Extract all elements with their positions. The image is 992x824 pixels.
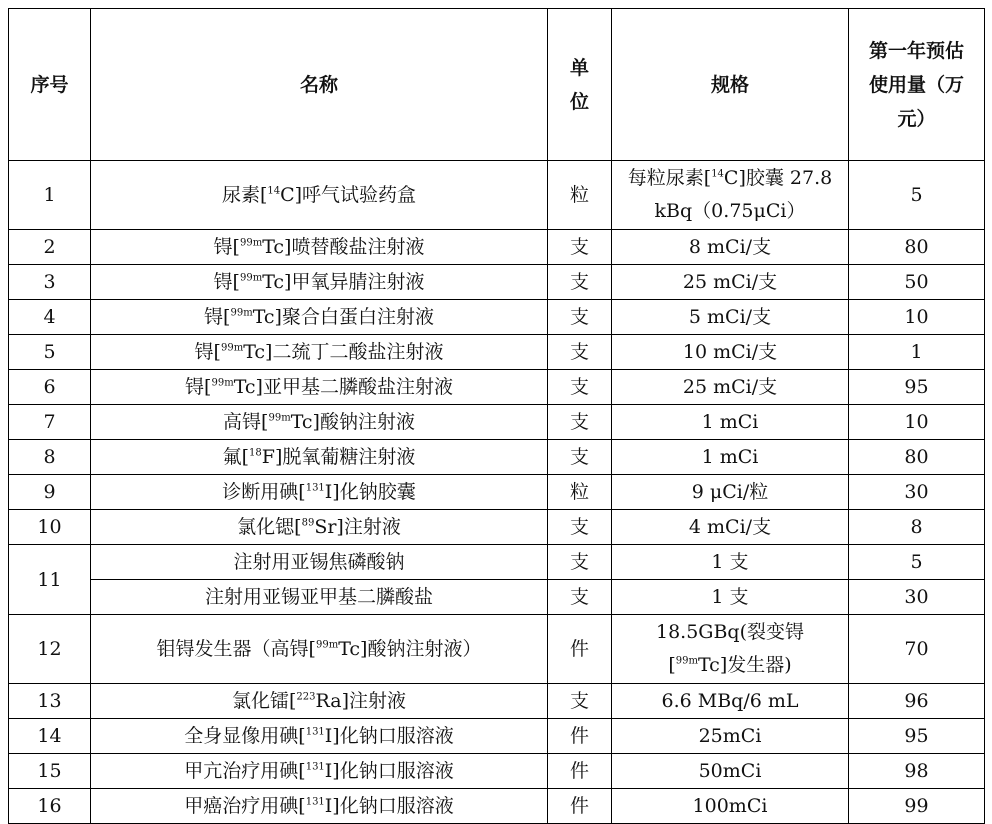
table-row [9, 754, 985, 789]
cell-spec: 6.6 MBq/6 mL [612, 684, 849, 719]
cell-name: 甲癌治疗用碘[$^{131}$I]化钠口服溶液 [91, 789, 548, 824]
table-row [9, 789, 985, 824]
cell-usage: 10 [849, 405, 985, 440]
table-row [9, 440, 985, 475]
cell-seq: 5 [9, 335, 91, 370]
cell-unit: 支 [548, 335, 612, 370]
cell-unit: 支 [548, 510, 612, 545]
table-row [9, 580, 985, 615]
cell-name: 氯化锶[$^{89}$Sr]注射液 [91, 510, 548, 545]
cell-spec: 10 mCi/支 [612, 335, 849, 370]
cell-name: 锝[$^{99m}$Tc]二巯丁二酸盐注射液 [91, 335, 548, 370]
cell-seq: 9 [9, 475, 91, 510]
cell-usage: 8 [849, 510, 985, 545]
header-spec: 规格 [612, 9, 849, 161]
cell-unit: 支 [548, 580, 612, 615]
cell-unit: 支 [548, 265, 612, 300]
cell-seq: 13 [9, 684, 91, 719]
cell-seq: 16 [9, 789, 91, 824]
table-row [9, 335, 985, 370]
table-row [9, 405, 985, 440]
cell-unit: 支 [548, 684, 612, 719]
table-row [9, 545, 985, 580]
cell-usage: 98 [849, 754, 985, 789]
cell-name: 锝[$^{99m}$Tc]亚甲基二膦酸盐注射液 [91, 370, 548, 405]
header-unit: 单位 [548, 9, 612, 161]
cell-spec: 18.5GBq(裂变锝 [$^{99m}$Tc]发生器) [612, 615, 849, 684]
cell-seq: 4 [9, 300, 91, 335]
cell-unit: 件 [548, 615, 612, 684]
cell-seq: 11 [9, 545, 91, 615]
table-row [9, 615, 985, 684]
cell-name: 诊断用碘[$^{131}$I]化钠胶囊 [91, 475, 548, 510]
cell-spec: 4 mCi/支 [612, 510, 849, 545]
cell-spec: 25mCi [612, 719, 849, 754]
cell-unit: 支 [548, 440, 612, 475]
cell-spec: 8 mCi/支 [612, 230, 849, 265]
cell-seq: 2 [9, 230, 91, 265]
cell-unit: 粒 [548, 475, 612, 510]
cell-unit: 件 [548, 719, 612, 754]
cell-usage: 95 [849, 719, 985, 754]
cell-name: 氟[$^{18}$F]脱氧葡糖注射液 [91, 440, 548, 475]
cell-usage: 30 [849, 475, 985, 510]
cell-usage: 96 [849, 684, 985, 719]
cell-seq: 1 [9, 161, 91, 230]
cell-usage: 1 [849, 335, 985, 370]
table-row [9, 300, 985, 335]
cell-seq: 15 [9, 754, 91, 789]
cell-unit: 支 [548, 405, 612, 440]
cell-usage: 5 [849, 545, 985, 580]
header-name: 名称 [91, 9, 548, 161]
cell-name: 氯化镭[$^{223}$Ra]注射液 [91, 684, 548, 719]
cell-unit: 支 [548, 545, 612, 580]
cell-usage: 30 [849, 580, 985, 615]
cell-unit: 支 [548, 370, 612, 405]
cell-spec: 1 mCi [612, 440, 849, 475]
cell-seq: 12 [9, 615, 91, 684]
radiopharmaceutical-table [8, 8, 985, 824]
cell-spec: 每粒尿素[$^{14}$C]胶囊 27.8 kBq（0.75μCi） [612, 161, 849, 230]
cell-unit: 件 [548, 754, 612, 789]
cell-name: 全身显像用碘[$^{131}$I]化钠口服溶液 [91, 719, 548, 754]
cell-name: 注射用亚锡亚甲基二膦酸盐 [91, 580, 548, 615]
header-usage: 第一年预估使用量（万元） [849, 9, 985, 161]
cell-seq: 14 [9, 719, 91, 754]
table-row [9, 230, 985, 265]
cell-name: 锝[$^{99m}$Tc]喷替酸盐注射液 [91, 230, 548, 265]
cell-name: 钼锝发生器（高锝[$^{99m}$Tc]酸钠注射液） [91, 615, 548, 684]
cell-seq: 8 [9, 440, 91, 475]
table-row [9, 719, 985, 754]
cell-name: 甲亢治疗用碘[$^{131}$I]化钠口服溶液 [91, 754, 548, 789]
table-header-row [9, 9, 985, 161]
header-seq: 序号 [9, 9, 91, 161]
cell-usage: 10 [849, 300, 985, 335]
table-row [9, 370, 985, 405]
cell-unit: 支 [548, 300, 612, 335]
cell-name: 锝[$^{99m}$Tc]甲氧异腈注射液 [91, 265, 548, 300]
cell-spec: 100mCi [612, 789, 849, 824]
table-row [9, 161, 985, 230]
cell-name: 尿素[$^{14}$C]呼气试验药盒 [91, 161, 548, 230]
cell-seq: 7 [9, 405, 91, 440]
cell-spec: 5 mCi/支 [612, 300, 849, 335]
cell-usage: 80 [849, 440, 985, 475]
cell-name: 高锝[$^{99m}$Tc]酸钠注射液 [91, 405, 548, 440]
cell-unit: 粒 [548, 161, 612, 230]
cell-seq: 3 [9, 265, 91, 300]
cell-spec: 9 μCi/粒 [612, 475, 849, 510]
cell-usage: 95 [849, 370, 985, 405]
cell-seq: 10 [9, 510, 91, 545]
table-row [9, 510, 985, 545]
cell-spec: 25 mCi/支 [612, 265, 849, 300]
cell-spec: 50mCi [612, 754, 849, 789]
table-row [9, 684, 985, 719]
cell-usage: 5 [849, 161, 985, 230]
cell-usage: 80 [849, 230, 985, 265]
cell-spec: 1 支 [612, 545, 849, 580]
cell-name: 注射用亚锡焦磷酸钠 [91, 545, 548, 580]
table-row [9, 265, 985, 300]
cell-usage: 99 [849, 789, 985, 824]
cell-unit: 件 [548, 789, 612, 824]
cell-spec: 1 mCi [612, 405, 849, 440]
cell-usage: 50 [849, 265, 985, 300]
cell-seq: 6 [9, 370, 91, 405]
table-row [9, 475, 985, 510]
cell-spec: 1 支 [612, 580, 849, 615]
cell-name: 锝[$^{99m}$Tc]聚合白蛋白注射液 [91, 300, 548, 335]
cell-spec: 25 mCi/支 [612, 370, 849, 405]
cell-unit: 支 [548, 230, 612, 265]
cell-usage: 70 [849, 615, 985, 684]
